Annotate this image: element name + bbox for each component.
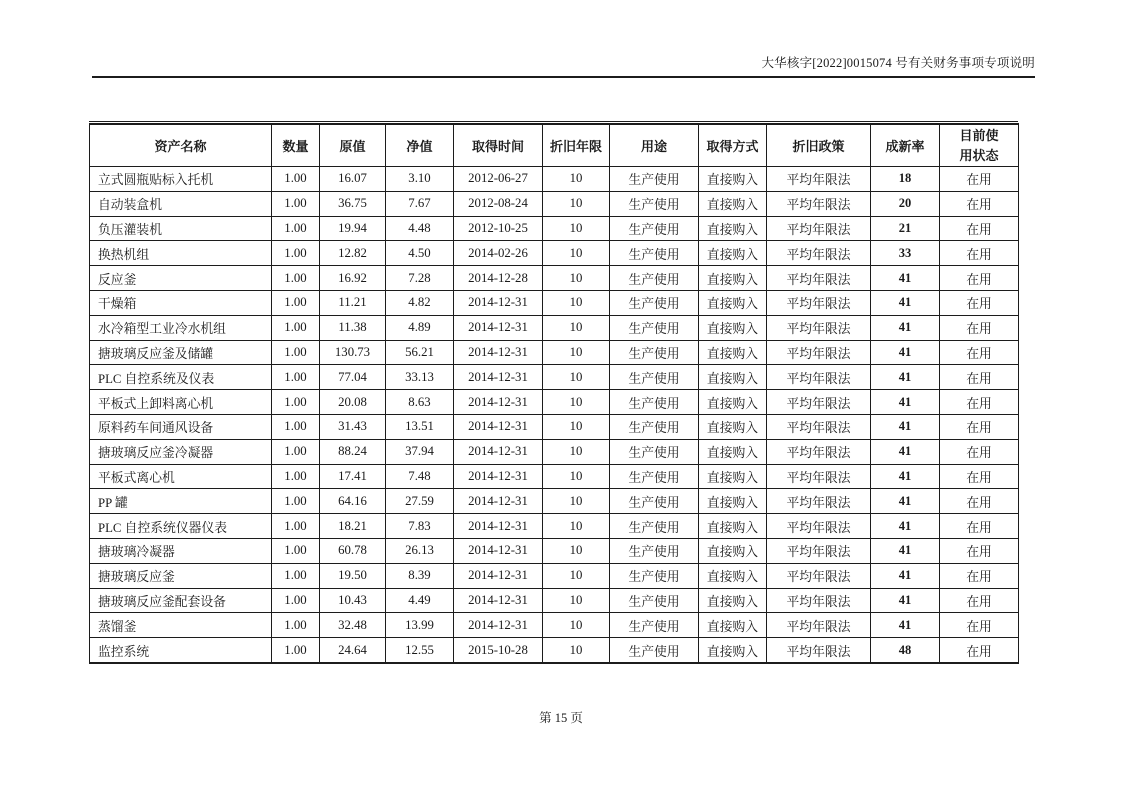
cell-years: 10 bbox=[543, 514, 610, 539]
cell-net: 26.13 bbox=[386, 538, 454, 563]
cell-name: 负压灌装机 bbox=[90, 216, 272, 241]
cell-policy: 平均年限法 bbox=[767, 414, 871, 439]
cell-rate: 21 bbox=[871, 216, 940, 241]
cell-status: 在用 bbox=[940, 538, 1019, 563]
cell-policy: 平均年限法 bbox=[767, 439, 871, 464]
table-row bbox=[90, 390, 1019, 415]
cell-years: 10 bbox=[543, 241, 610, 266]
cell-method: 直接购入 bbox=[699, 340, 767, 365]
cell-use: 生产使用 bbox=[610, 216, 699, 241]
cell-net: 4.48 bbox=[386, 216, 454, 241]
cell-rate: 33 bbox=[871, 241, 940, 266]
cell-policy: 平均年限法 bbox=[767, 167, 871, 192]
column-header-depreciation-years: 折旧年限 bbox=[543, 124, 610, 167]
cell-status: 在用 bbox=[940, 613, 1019, 638]
cell-policy: 平均年限法 bbox=[767, 266, 871, 291]
column-header-net-value: 净值 bbox=[386, 124, 454, 167]
table-header-row bbox=[90, 124, 1019, 167]
cell-method: 直接购入 bbox=[699, 216, 767, 241]
cell-rate: 41 bbox=[871, 315, 940, 340]
table-row bbox=[90, 588, 1019, 613]
cell-orig: 88.24 bbox=[320, 439, 386, 464]
cell-method: 直接购入 bbox=[699, 439, 767, 464]
cell-method: 直接购入 bbox=[699, 290, 767, 315]
cell-net: 37.94 bbox=[386, 439, 454, 464]
cell-years: 10 bbox=[543, 266, 610, 291]
cell-orig: 12.82 bbox=[320, 241, 386, 266]
cell-date: 2014-12-31 bbox=[454, 489, 543, 514]
cell-use: 生产使用 bbox=[610, 167, 699, 192]
cell-use: 生产使用 bbox=[610, 414, 699, 439]
cell-rate: 41 bbox=[871, 514, 940, 539]
cell-qty: 1.00 bbox=[272, 538, 320, 563]
cell-date: 2014-12-28 bbox=[454, 266, 543, 291]
cell-name: 立式圆瓶贴标入托机 bbox=[90, 167, 272, 192]
cell-policy: 平均年限法 bbox=[767, 538, 871, 563]
cell-qty: 1.00 bbox=[272, 167, 320, 192]
column-header-depreciation-policy: 折旧政策 bbox=[767, 124, 871, 167]
column-header-original-value: 原值 bbox=[320, 124, 386, 167]
cell-net: 13.99 bbox=[386, 613, 454, 638]
cell-years: 10 bbox=[543, 290, 610, 315]
cell-years: 10 bbox=[543, 464, 610, 489]
cell-orig: 32.48 bbox=[320, 613, 386, 638]
cell-use: 生产使用 bbox=[610, 489, 699, 514]
cell-policy: 平均年限法 bbox=[767, 241, 871, 266]
cell-use: 生产使用 bbox=[610, 241, 699, 266]
header-note: 大华核字[2022]0015074 号有关财务事项专项说明 bbox=[761, 56, 1035, 70]
cell-qty: 1.00 bbox=[272, 514, 320, 539]
cell-orig: 31.43 bbox=[320, 414, 386, 439]
cell-name: 搪玻璃反应釜配套设备 bbox=[90, 588, 272, 613]
cell-years: 10 bbox=[543, 216, 610, 241]
cell-policy: 平均年限法 bbox=[767, 464, 871, 489]
column-header-current-status: 目前使 用状态 bbox=[940, 124, 1019, 167]
cell-years: 10 bbox=[543, 340, 610, 365]
cell-rate: 41 bbox=[871, 538, 940, 563]
cell-rate: 41 bbox=[871, 563, 940, 588]
cell-policy: 平均年限法 bbox=[767, 638, 871, 663]
cell-net: 4.49 bbox=[386, 588, 454, 613]
cell-date: 2014-12-31 bbox=[454, 390, 543, 415]
page-number: 第 15 页 bbox=[539, 711, 583, 725]
cell-orig: 17.41 bbox=[320, 464, 386, 489]
cell-status: 在用 bbox=[940, 290, 1019, 315]
table-row bbox=[90, 315, 1019, 340]
cell-orig: 24.64 bbox=[320, 638, 386, 663]
cell-net: 4.50 bbox=[386, 241, 454, 266]
cell-net: 4.89 bbox=[386, 315, 454, 340]
cell-qty: 1.00 bbox=[272, 365, 320, 390]
cell-date: 2014-12-31 bbox=[454, 290, 543, 315]
cell-years: 10 bbox=[543, 563, 610, 588]
cell-rate: 41 bbox=[871, 613, 940, 638]
cell-orig: 18.21 bbox=[320, 514, 386, 539]
cell-rate: 41 bbox=[871, 266, 940, 291]
cell-orig: 10.43 bbox=[320, 588, 386, 613]
cell-use: 生产使用 bbox=[610, 563, 699, 588]
cell-status: 在用 bbox=[940, 315, 1019, 340]
cell-date: 2014-12-31 bbox=[454, 613, 543, 638]
cell-date: 2014-02-26 bbox=[454, 241, 543, 266]
cell-orig: 16.92 bbox=[320, 266, 386, 291]
cell-net: 7.48 bbox=[386, 464, 454, 489]
cell-qty: 1.00 bbox=[272, 489, 320, 514]
cell-years: 10 bbox=[543, 588, 610, 613]
cell-name: 水冷箱型工业冷水机组 bbox=[90, 315, 272, 340]
cell-qty: 1.00 bbox=[272, 563, 320, 588]
cell-rate: 41 bbox=[871, 340, 940, 365]
cell-method: 直接购入 bbox=[699, 489, 767, 514]
cell-rate: 41 bbox=[871, 588, 940, 613]
cell-qty: 1.00 bbox=[272, 638, 320, 663]
cell-years: 10 bbox=[543, 439, 610, 464]
cell-net: 7.28 bbox=[386, 266, 454, 291]
cell-name: 反应釜 bbox=[90, 266, 272, 291]
cell-rate: 48 bbox=[871, 638, 940, 663]
cell-method: 直接购入 bbox=[699, 390, 767, 415]
table-row bbox=[90, 563, 1019, 588]
cell-name: 换热机组 bbox=[90, 241, 272, 266]
cell-name: 监控系统 bbox=[90, 638, 272, 663]
cell-status: 在用 bbox=[940, 464, 1019, 489]
cell-years: 10 bbox=[543, 414, 610, 439]
cell-method: 直接购入 bbox=[699, 563, 767, 588]
cell-method: 直接购入 bbox=[699, 514, 767, 539]
cell-rate: 41 bbox=[871, 464, 940, 489]
cell-name: 平板式离心机 bbox=[90, 464, 272, 489]
cell-use: 生产使用 bbox=[610, 538, 699, 563]
cell-qty: 1.00 bbox=[272, 439, 320, 464]
table-row bbox=[90, 216, 1019, 241]
cell-use: 生产使用 bbox=[610, 191, 699, 216]
cell-years: 10 bbox=[543, 315, 610, 340]
cell-qty: 1.00 bbox=[272, 390, 320, 415]
table-row bbox=[90, 340, 1019, 365]
cell-orig: 19.50 bbox=[320, 563, 386, 588]
cell-status: 在用 bbox=[940, 390, 1019, 415]
cell-qty: 1.00 bbox=[272, 414, 320, 439]
cell-rate: 20 bbox=[871, 191, 940, 216]
cell-years: 10 bbox=[543, 390, 610, 415]
cell-qty: 1.00 bbox=[272, 216, 320, 241]
cell-orig: 130.73 bbox=[320, 340, 386, 365]
cell-name: 干燥箱 bbox=[90, 290, 272, 315]
column-header-acquisition-method: 取得方式 bbox=[699, 124, 767, 167]
document-header bbox=[92, 53, 1035, 78]
cell-date: 2012-10-25 bbox=[454, 216, 543, 241]
cell-net: 8.63 bbox=[386, 390, 454, 415]
cell-method: 直接购入 bbox=[699, 167, 767, 192]
table-row bbox=[90, 365, 1019, 390]
cell-use: 生产使用 bbox=[610, 266, 699, 291]
cell-method: 直接购入 bbox=[699, 613, 767, 638]
cell-net: 4.82 bbox=[386, 290, 454, 315]
table-row bbox=[90, 464, 1019, 489]
cell-policy: 平均年限法 bbox=[767, 563, 871, 588]
cell-qty: 1.00 bbox=[272, 241, 320, 266]
cell-policy: 平均年限法 bbox=[767, 390, 871, 415]
cell-orig: 60.78 bbox=[320, 538, 386, 563]
cell-status: 在用 bbox=[940, 563, 1019, 588]
cell-status: 在用 bbox=[940, 340, 1019, 365]
cell-date: 2014-12-31 bbox=[454, 538, 543, 563]
cell-years: 10 bbox=[543, 638, 610, 663]
cell-net: 7.83 bbox=[386, 514, 454, 539]
cell-date: 2014-12-31 bbox=[454, 464, 543, 489]
cell-policy: 平均年限法 bbox=[767, 340, 871, 365]
column-header-usage: 用途 bbox=[610, 124, 699, 167]
cell-qty: 1.00 bbox=[272, 266, 320, 291]
cell-method: 直接购入 bbox=[699, 414, 767, 439]
table-row bbox=[90, 538, 1019, 563]
cell-use: 生产使用 bbox=[610, 315, 699, 340]
cell-name: 搪玻璃冷凝器 bbox=[90, 538, 272, 563]
cell-name: 搪玻璃反应釜 bbox=[90, 563, 272, 588]
cell-date: 2014-12-31 bbox=[454, 563, 543, 588]
cell-method: 直接购入 bbox=[699, 191, 767, 216]
cell-qty: 1.00 bbox=[272, 290, 320, 315]
cell-net: 7.67 bbox=[386, 191, 454, 216]
cell-status: 在用 bbox=[940, 514, 1019, 539]
cell-net: 33.13 bbox=[386, 365, 454, 390]
cell-years: 10 bbox=[543, 191, 610, 216]
cell-net: 13.51 bbox=[386, 414, 454, 439]
cell-name: 搪玻璃反应釜及储罐 bbox=[90, 340, 272, 365]
column-header-acquisition-date: 取得时间 bbox=[454, 124, 543, 167]
cell-name: PLC 自控系统及仪表 bbox=[90, 365, 272, 390]
cell-policy: 平均年限法 bbox=[767, 489, 871, 514]
cell-orig: 11.21 bbox=[320, 290, 386, 315]
cell-qty: 1.00 bbox=[272, 315, 320, 340]
cell-use: 生产使用 bbox=[610, 390, 699, 415]
cell-use: 生产使用 bbox=[610, 464, 699, 489]
page-footer bbox=[0, 708, 1122, 726]
cell-qty: 1.00 bbox=[272, 588, 320, 613]
cell-qty: 1.00 bbox=[272, 340, 320, 365]
cell-name: 蒸馏釜 bbox=[90, 613, 272, 638]
cell-use: 生产使用 bbox=[610, 613, 699, 638]
cell-date: 2012-06-27 bbox=[454, 167, 543, 192]
cell-rate: 41 bbox=[871, 365, 940, 390]
asset-table bbox=[89, 123, 1019, 664]
cell-policy: 平均年限法 bbox=[767, 315, 871, 340]
cell-method: 直接购入 bbox=[699, 464, 767, 489]
table-row bbox=[90, 414, 1019, 439]
cell-name: 搪玻璃反应釜冷凝器 bbox=[90, 439, 272, 464]
cell-date: 2012-08-24 bbox=[454, 191, 543, 216]
cell-years: 10 bbox=[543, 167, 610, 192]
cell-method: 直接购入 bbox=[699, 538, 767, 563]
cell-policy: 平均年限法 bbox=[767, 290, 871, 315]
cell-net: 8.39 bbox=[386, 563, 454, 588]
cell-use: 生产使用 bbox=[610, 290, 699, 315]
cell-policy: 平均年限法 bbox=[767, 216, 871, 241]
cell-status: 在用 bbox=[940, 439, 1019, 464]
cell-status: 在用 bbox=[940, 266, 1019, 291]
cell-use: 生产使用 bbox=[610, 340, 699, 365]
cell-name: 自动装盒机 bbox=[90, 191, 272, 216]
cell-method: 直接购入 bbox=[699, 638, 767, 663]
table-row bbox=[90, 241, 1019, 266]
table-row bbox=[90, 290, 1019, 315]
cell-orig: 19.94 bbox=[320, 216, 386, 241]
cell-years: 10 bbox=[543, 613, 610, 638]
cell-years: 10 bbox=[543, 489, 610, 514]
table-row bbox=[90, 514, 1019, 539]
column-header-newness-rate: 成新率 bbox=[871, 124, 940, 167]
cell-rate: 41 bbox=[871, 489, 940, 514]
cell-name: 原料药车间通风设备 bbox=[90, 414, 272, 439]
cell-qty: 1.00 bbox=[272, 191, 320, 216]
cell-date: 2014-12-31 bbox=[454, 340, 543, 365]
cell-use: 生产使用 bbox=[610, 514, 699, 539]
cell-status: 在用 bbox=[940, 167, 1019, 192]
cell-name: PLC 自控系统仪器仪表 bbox=[90, 514, 272, 539]
cell-status: 在用 bbox=[940, 414, 1019, 439]
cell-net: 3.10 bbox=[386, 167, 454, 192]
cell-rate: 41 bbox=[871, 439, 940, 464]
cell-name: 平板式上卸料离心机 bbox=[90, 390, 272, 415]
cell-status: 在用 bbox=[940, 489, 1019, 514]
cell-years: 10 bbox=[543, 538, 610, 563]
cell-policy: 平均年限法 bbox=[767, 191, 871, 216]
cell-orig: 36.75 bbox=[320, 191, 386, 216]
cell-status: 在用 bbox=[940, 588, 1019, 613]
table-row bbox=[90, 638, 1019, 663]
asset-table-wrap bbox=[89, 121, 1018, 664]
cell-net: 56.21 bbox=[386, 340, 454, 365]
cell-rate: 41 bbox=[871, 414, 940, 439]
table-row bbox=[90, 489, 1019, 514]
cell-method: 直接购入 bbox=[699, 588, 767, 613]
cell-date: 2014-12-31 bbox=[454, 588, 543, 613]
cell-rate: 41 bbox=[871, 290, 940, 315]
cell-status: 在用 bbox=[940, 638, 1019, 663]
cell-method: 直接购入 bbox=[699, 315, 767, 340]
table-row bbox=[90, 167, 1019, 192]
cell-date: 2014-12-31 bbox=[454, 365, 543, 390]
cell-method: 直接购入 bbox=[699, 266, 767, 291]
cell-use: 生产使用 bbox=[610, 439, 699, 464]
table-row bbox=[90, 439, 1019, 464]
cell-qty: 1.00 bbox=[272, 613, 320, 638]
cell-status: 在用 bbox=[940, 365, 1019, 390]
cell-qty: 1.00 bbox=[272, 464, 320, 489]
table-row bbox=[90, 191, 1019, 216]
cell-status: 在用 bbox=[940, 191, 1019, 216]
cell-policy: 平均年限法 bbox=[767, 613, 871, 638]
cell-orig: 16.07 bbox=[320, 167, 386, 192]
cell-status: 在用 bbox=[940, 216, 1019, 241]
cell-orig: 77.04 bbox=[320, 365, 386, 390]
cell-orig: 11.38 bbox=[320, 315, 386, 340]
column-header-quantity: 数量 bbox=[272, 124, 320, 167]
cell-net: 12.55 bbox=[386, 638, 454, 663]
cell-date: 2014-12-31 bbox=[454, 414, 543, 439]
cell-method: 直接购入 bbox=[699, 365, 767, 390]
cell-net: 27.59 bbox=[386, 489, 454, 514]
column-header-asset-name: 资产名称 bbox=[90, 124, 272, 167]
cell-rate: 18 bbox=[871, 167, 940, 192]
cell-date: 2014-12-31 bbox=[454, 315, 543, 340]
cell-use: 生产使用 bbox=[610, 365, 699, 390]
cell-policy: 平均年限法 bbox=[767, 365, 871, 390]
cell-policy: 平均年限法 bbox=[767, 514, 871, 539]
table-row bbox=[90, 266, 1019, 291]
cell-name: PP 罐 bbox=[90, 489, 272, 514]
cell-method: 直接购入 bbox=[699, 241, 767, 266]
cell-policy: 平均年限法 bbox=[767, 588, 871, 613]
table-row bbox=[90, 613, 1019, 638]
cell-use: 生产使用 bbox=[610, 638, 699, 663]
cell-date: 2014-12-31 bbox=[454, 439, 543, 464]
cell-status: 在用 bbox=[940, 241, 1019, 266]
cell-use: 生产使用 bbox=[610, 588, 699, 613]
cell-years: 10 bbox=[543, 365, 610, 390]
cell-orig: 64.16 bbox=[320, 489, 386, 514]
cell-orig: 20.08 bbox=[320, 390, 386, 415]
cell-date: 2014-12-31 bbox=[454, 514, 543, 539]
cell-date: 2015-10-28 bbox=[454, 638, 543, 663]
cell-rate: 41 bbox=[871, 390, 940, 415]
